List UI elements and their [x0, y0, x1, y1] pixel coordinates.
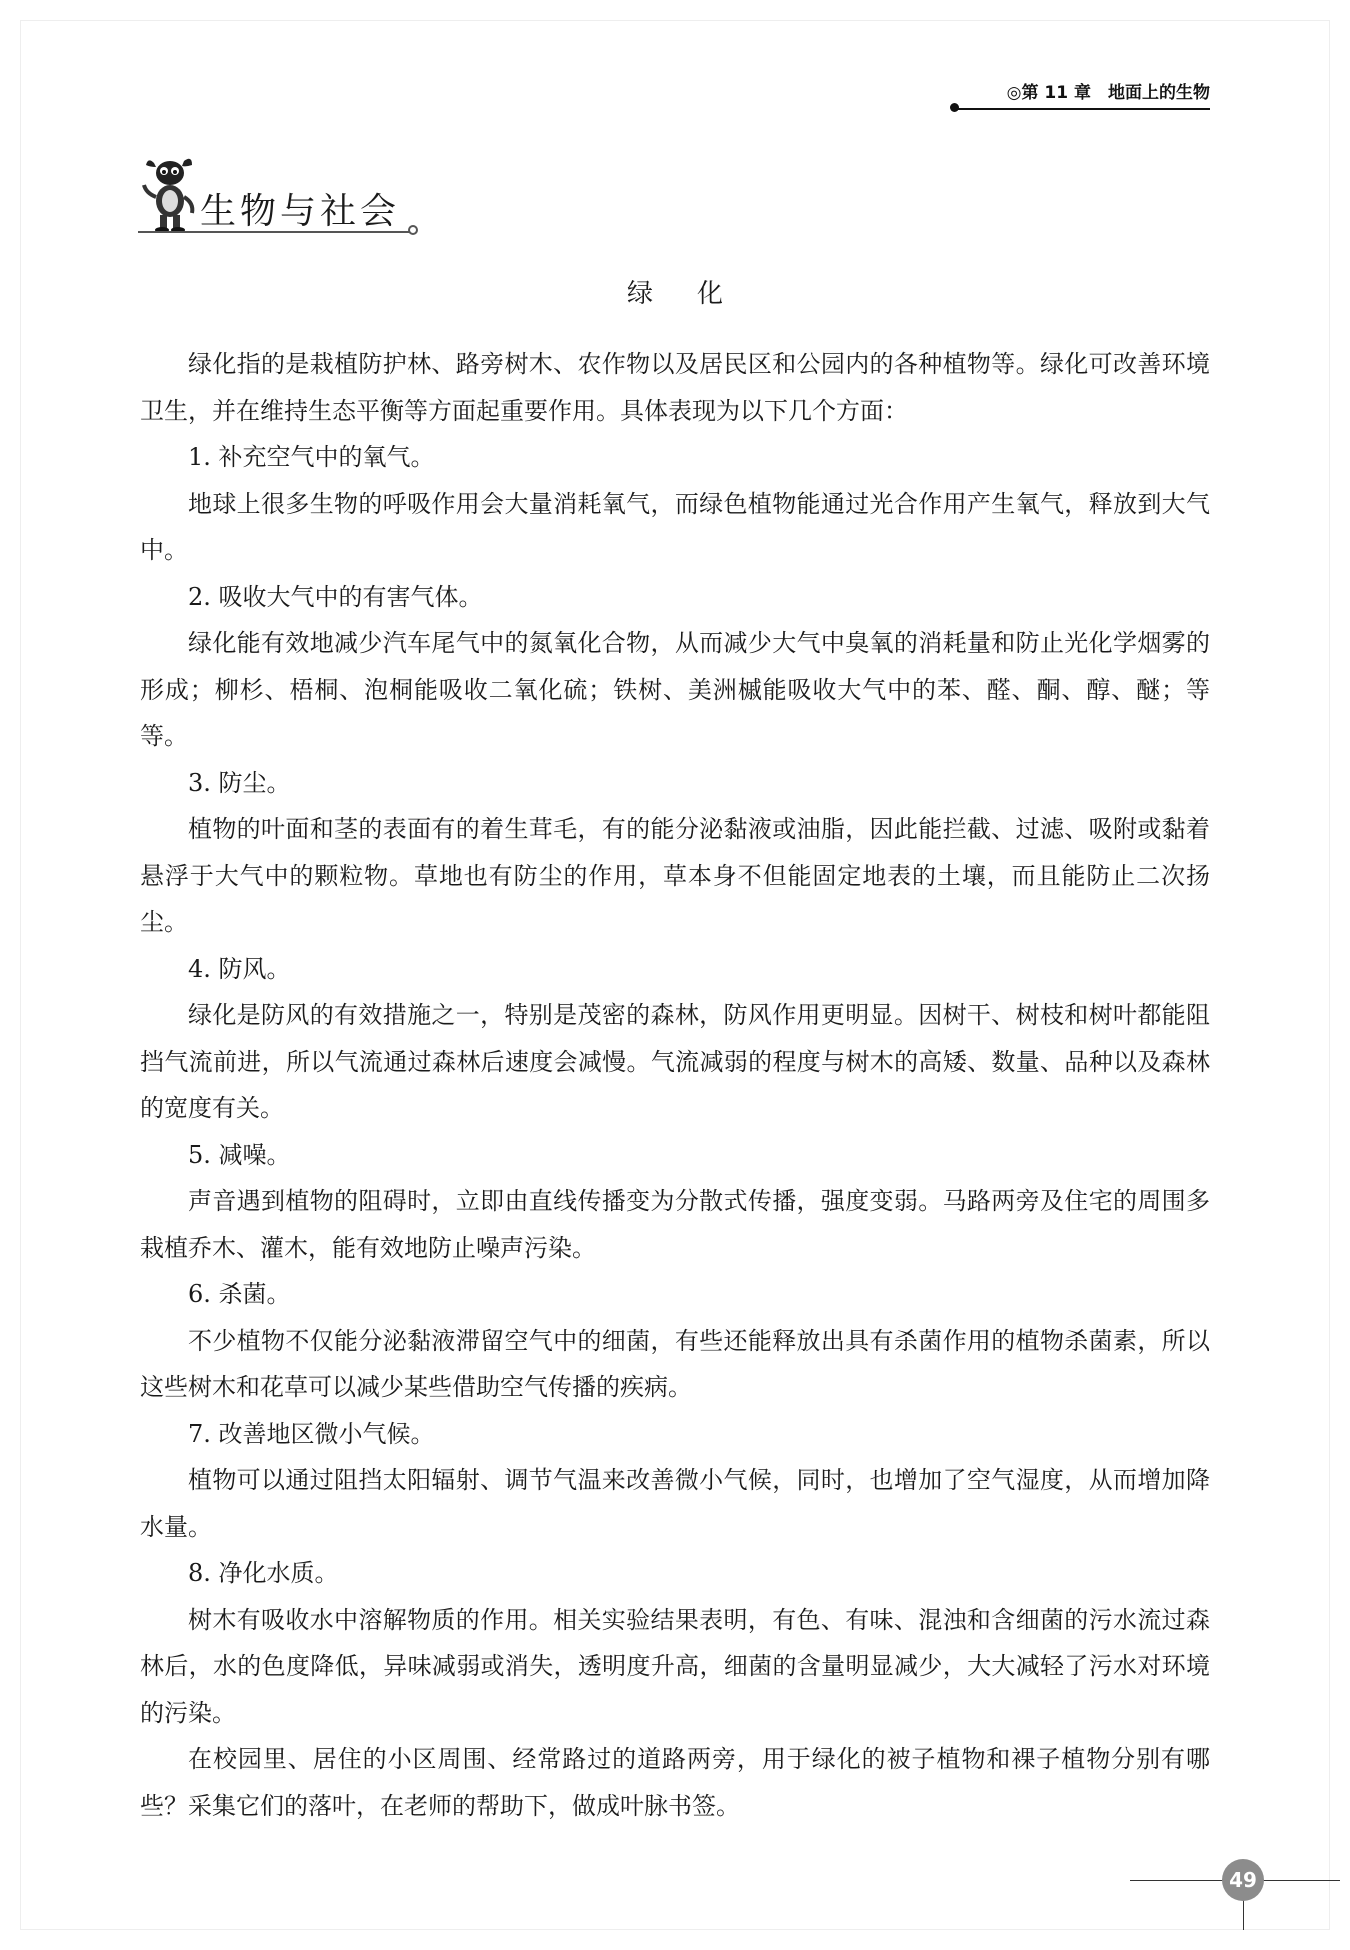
paragraph-bacteria: 不少植物不仅能分泌黏液滞留空气中的细菌，有些还能释放出具有杀菌作用的植物杀菌素，所以这些树木和花草可以减少某些借助空气传播的疾病。	[140, 1326, 1210, 1401]
section-underline	[138, 231, 410, 233]
paragraph-gas: 绿化能有效地减少汽车尾气中的氮氧化合物，从而减少大气中臭氧的消耗量和防止光化学烟雾的形成；柳杉、梧桐、泡桐能吸收二氧化硫；铁树、美洲槭能吸收大气中的苯、醛、酮、醇、醚；等等。	[140, 629, 1210, 750]
chapter-title: ◎第 11 章 地面上的生物	[1006, 83, 1210, 103]
paragraph-oxygen: 地球上很多生物的呼吸作用会大量消耗氧气，而绿色植物能通过光合作用产生氧气，释放到大气中。	[140, 489, 1210, 564]
paragraph-wind: 绿化是防风的有效措施之一，特别是茂密的森林，防风作用更明显。因树干、树枝和树叶都能阻挡气流前进，所以气流通过森林后速度会减慢。气流减弱的程度与树木的高矮、数量、品种以及森林的宽度有关。	[140, 1001, 1210, 1122]
item-heading-noise: 5. 减噪。	[188, 1140, 291, 1169]
paragraph-activity: 在校园里、居住的小区周围、经常路过的道路两旁，用于绿化的被子植物和裸子植物分别有哪些？采集它们的落叶，在老师的帮助下，做成叶脉书签。	[140, 1745, 1210, 1820]
paragraph-noise: 声音遇到植物的阻碍时，立即由直线传播变为分散式传播，强度变弱。马路两旁及住宅的周围多栽植乔木、灌木，能有效地防止噪声污染。	[140, 1187, 1210, 1262]
chapter-header	[955, 78, 1210, 112]
item-heading-dust: 3. 防尘。	[188, 768, 291, 797]
article-title: 绿化	[626, 279, 767, 309]
paragraph-water: 树木有吸收水中溶解物质的作用。相关实验结果表明，有色、有味、混浊和含细菌的污水流过森林后，水的色度降低，异味减弱或消失，透明度升高，细菌的含量明显减少，大大减轻了污水对环境的污染。	[140, 1605, 1210, 1727]
section-underline-end	[408, 225, 418, 235]
cartoon-mascot-icon	[140, 155, 198, 233]
page-number: 49	[1222, 1859, 1264, 1901]
item-heading-water: 8. 净化水质。	[188, 1559, 339, 1587]
paragraph-climate: 植物可以通过阻挡太阳辐射、调节气温来改善微小气候，同时，也增加了空气湿度，从而增加降水量。	[140, 1466, 1210, 1541]
article-body	[140, 341, 1210, 1829]
item-heading-wind: 4. 防风。	[188, 954, 291, 983]
item-heading-gas: 2. 吸收大气中的有害气体。	[188, 582, 483, 611]
paragraph-dust: 植物的叶面和茎的表面有的着生茸毛，有的能分泌黏液或油脂，因此能拦截、过滤、吸附或黏着悬浮于大气中的颗粒物。草地也有防尘的作用，草本身不但能固定地表的土壤，而且能防止二次扬尘。	[140, 815, 1210, 936]
section-title: 生物与社会	[200, 191, 401, 232]
paragraph-intro: 绿化指的是栽植防护林、路旁树木、农作物以及居民区和公园内的各种植物等。绿化可改善环境卫生，并在维持生态平衡等方面起重要作用。具体表现为以下几个方面：	[140, 350, 1210, 425]
item-heading-oxygen: 1. 补充空气中的氧气。	[188, 443, 435, 471]
item-heading-climate: 7. 改善地区微小气候。	[188, 1419, 435, 1448]
header-rule	[955, 108, 1210, 110]
item-heading-bacteria: 6. 杀菌。	[188, 1280, 291, 1308]
section-badge	[138, 155, 423, 237]
